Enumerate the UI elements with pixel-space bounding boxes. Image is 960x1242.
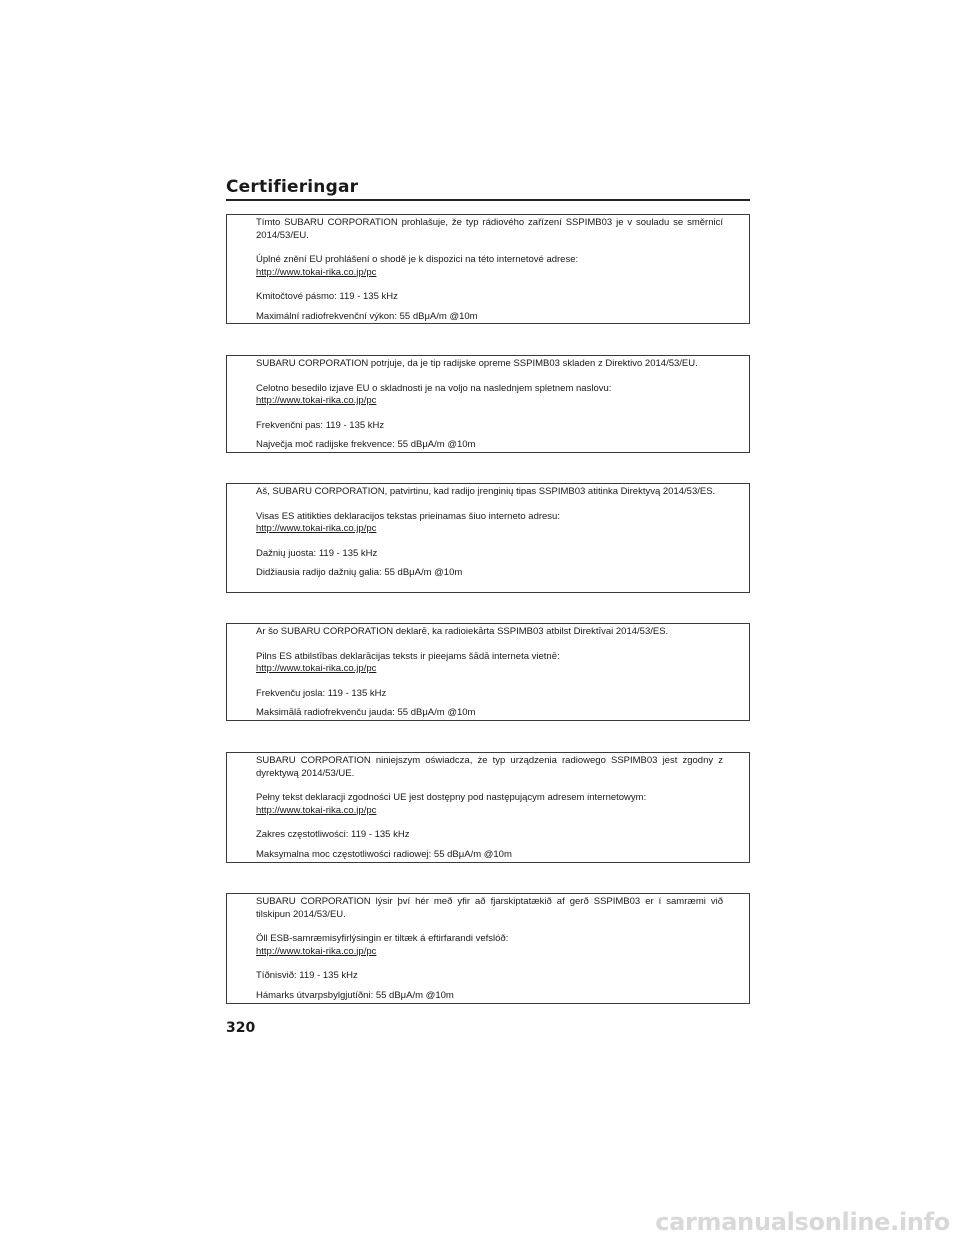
conformity-statement: SUBARU CORPORATION potrjuje, da je tip radijske opreme SSPIMB03 skladen z Direktivo 2014/53/EU. (256, 358, 698, 369)
max-power: Hámarks útvarpsbylgjutíðni: 55 dBμA/m @10m (256, 989, 454, 1001)
conformity-statement: SUBARU CORPORATION lýsir því hér með yfir að fjarskiptatækið af gerð SSPIMB03 er í samræmi við tilskipun 2014/53/EU. (256, 896, 723, 920)
conformity-statement: Tímto SUBARU CORPORATION prohlašuje, že typ rádiového zařízení SSPIMB03 je v souladu se směrnicí 2014/53/EU. (256, 217, 723, 241)
declaration-link[interactable]: http://www.tokai-rika.co.jp/pc (256, 945, 377, 957)
certification-block-cs (226, 214, 750, 324)
declaration-text: Celotno besedilo izjave EU o skladnosti je na voljo na naslednjem spletnem naslovu: (256, 382, 612, 394)
certification-block-pl (226, 752, 750, 863)
frequency-band: Zakres częstotliwości: 119 - 135 kHz (256, 829, 410, 840)
declaration-text: Pilns ES atbilstības deklarācijas teksts ir pieejams šādā interneta vietnē: (256, 650, 560, 662)
max-power: Maximální radiofrekvenční výkon: 55 dBμA/m @10m (256, 310, 478, 322)
max-power: Maksimālā radiofrekvenču jauda: 55 dBμA/m @10m (256, 707, 476, 718)
declaration-text: Visas ES atitikties deklaracijos tekstas prieinamas šiuo interneto adresu: (256, 510, 560, 522)
conformity-statement: SUBARU CORPORATION niniejszym oświadcza, że typ urządzenia radiowego SSPIMB03 jest zgodny z dyrektywą 2014/53/UE. (256, 755, 723, 779)
declaration-link[interactable]: http://www.tokai-rika.co.jp/pc (256, 804, 377, 816)
certification-block-lt (226, 483, 750, 593)
declaration-text: Úplné znění EU prohlášení o shodě je k dispozici na této internetové adrese: (256, 254, 579, 265)
max-power: Maksymalna moc częstotliwości radiowej: 55 dBμA/m @10m (256, 848, 512, 860)
frequency-band: Dažnių juosta: 119 - 135 kHz (256, 547, 378, 559)
conformity-statement: Aš, SUBARU CORPORATION, patvirtinu, kad radijo įrenginių tipas SSPIMB03 atitinka Direktyvą 2014/53/ES. (256, 486, 716, 497)
declaration-link[interactable]: http://www.tokai-rika.co.jp/pc (256, 266, 377, 278)
frequency-band: Kmitočtové pásmo: 119 - 135 kHz (256, 291, 398, 302)
title-divider (226, 199, 750, 201)
max-power: Didžiausia radijo dažnių galia: 55 dBμA/m @10m (256, 567, 463, 578)
conformity-statement: Ar šo SUBARU CORPORATION deklarē, ka radioiekārta SSPIMB03 atbilst Direktīvai 2014/53/ES. (256, 626, 669, 637)
declaration-link[interactable]: http://www.tokai-rika.co.jp/pc (256, 663, 377, 674)
frequency-band: Tíðnisvið: 119 - 135 kHz (256, 970, 358, 981)
certification-block-sl (226, 355, 750, 453)
declaration-text: Öll ESB-samræmisyfirlýsingin er tiltæk á eftirfarandi vefslóð: (256, 933, 509, 944)
frequency-band: Frekvenču josla: 119 - 135 kHz (256, 687, 387, 699)
declaration-text: Pełny tekst deklaracji zgodności UE jest dostępny pod następującym adresem internetowym: (256, 792, 647, 803)
page-title: Certifieringar (226, 177, 359, 197)
certification-block-lv (226, 623, 750, 721)
certification-block-is (226, 893, 750, 1004)
declaration-link[interactable]: http://www.tokai-rika.co.jp/pc (256, 523, 377, 534)
frequency-band: Frekvenčni pas: 119 - 135 kHz (256, 419, 385, 431)
declaration-link[interactable]: http://www.tokai-rika.co.jp/pc (256, 395, 377, 406)
watermark: carmanualsonline.info (655, 1208, 950, 1236)
max-power: Največja moč radijske frekvence: 55 dBμA/m @10m (256, 439, 476, 450)
page-number: 320 (226, 1020, 256, 1036)
